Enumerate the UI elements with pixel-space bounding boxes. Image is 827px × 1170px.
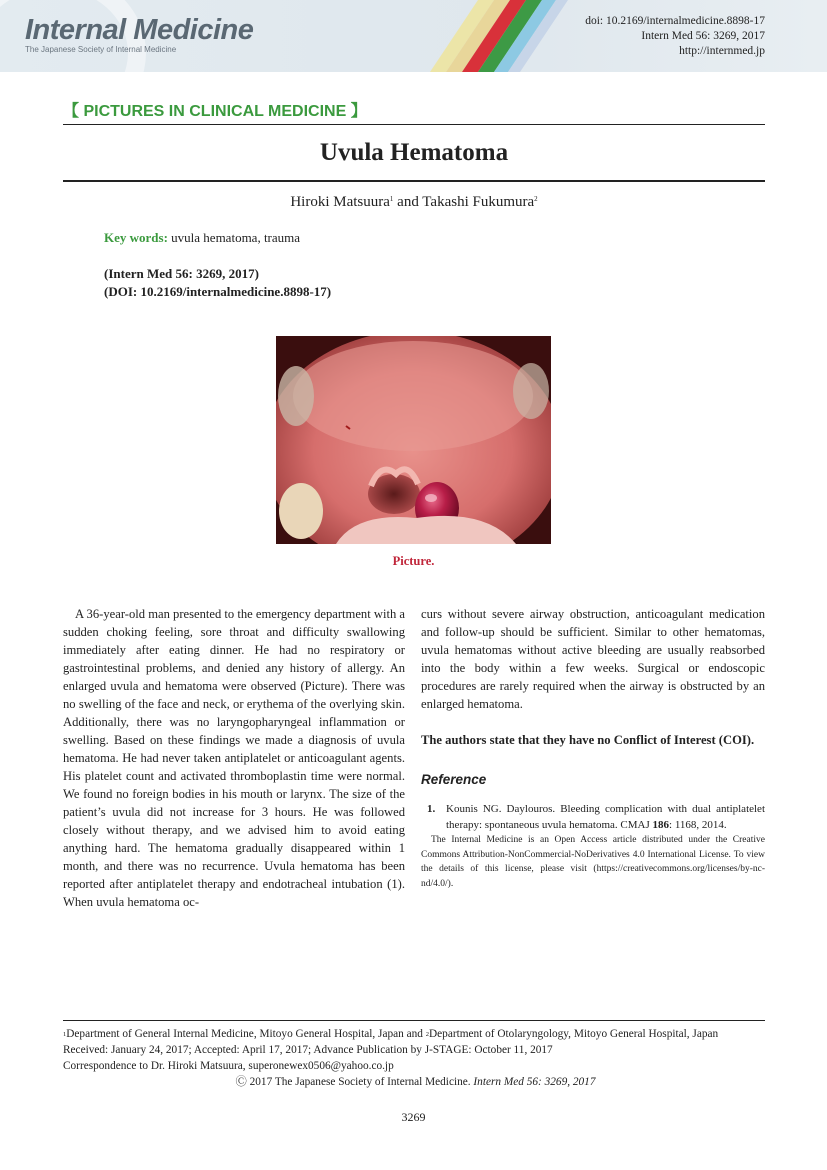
body-left-column — [63, 605, 405, 911]
author-name: Takashi Fukumura — [422, 194, 535, 210]
author-name: Hiroki Matsuura — [290, 194, 390, 210]
citation-line: Intern Med 56: 3269, 2017 — [641, 30, 765, 42]
received-dates: Received: January 24, 2017; Accepted: April 17, 2017; Advance Publication by J-STAGE: October 11, 2017 — [63, 1044, 553, 1056]
affiliation-1: Department of General Internal Medicine, Mitoyo General Hospital, Japan and — [66, 1028, 426, 1040]
reference-item — [421, 801, 765, 833]
affiliation-marker: 2 — [534, 195, 538, 203]
affiliation-marker: 1 — [63, 1031, 67, 1038]
journal-url[interactable]: http://internmed.jp — [679, 45, 765, 57]
header-stripes — [410, 0, 590, 72]
license-notice: The Internal Medicine is an Open Access article distributed under the Creative Commons Attribution-NonCommercial-NoDerivatives 4.0 International License. To view the details of this license, please visit (https://creativecommons.org/licenses/by-nc-nd/4.0/). — [421, 835, 765, 889]
keywords-label: Key words: — [104, 230, 168, 245]
page-number: 3269 — [401, 1110, 426, 1124]
title-bottom-rule — [63, 180, 765, 182]
correspondence: Correspondence to Dr. Hiroki Matsuura, superonewex0506@yahoo.co.jp — [63, 1060, 394, 1072]
reference-volume: 186 — [652, 819, 670, 831]
journal-logo: Internal Medicine — [25, 14, 254, 46]
keywords — [104, 230, 300, 246]
copyright-text: Ⓒ 2017 The Japanese Society of Internal Medicine. — [235, 1076, 474, 1088]
article-metadata — [585, 14, 765, 59]
uvula-photograph — [276, 336, 551, 544]
body-paragraph: A 36-year-old man presented to the emergency department with a sudden choking feeling, sore throat and difficulty swallowing immediately after eating dinner. He had no respiratory or gastrointestinal problems, and denied any history of allergy. An enlarged uvula and hematoma were observed (Picture). There was no swelling of the face and neck, or erythema of the overlying skin. Additionally, there was no laryngopharyngeal inflammation or swelling. Based on these findings we made a diagnosis of uvula hematoma. He had never taken antiplatelet or anticoagulant agents. His platelet count and activated thromboplastin time were normal. We found no foreign bodies in his mouth or larynx. The size of the patient’s uvula did not increase for 3 hours. He was followed closely without therapy, and we advised him to avoid eating anything hard. The hematoma gradually disappeared within 1 month, and there was no recurrence. Uvula hematoma has been reported after antiplatelet therapy and endotracheal intubation (1). When uvula hematoma oc- — [63, 607, 405, 909]
copyright-journal: Intern Med 56: 3269, 2017 — [473, 1076, 596, 1088]
copyright — [63, 1074, 768, 1090]
body-right-column — [421, 605, 765, 891]
body-paragraph: curs without severe airway obstruction, anticoagulant medication and follow-up should be sufficient. Similar to other hematomas, uvula hematomas without active bleeding are usually reabsorbed into the body within a few weeks. Surgical or endoscopic procedures are rarely required when the airway is obstructed by an enlarged hematoma. — [421, 607, 765, 711]
affiliation-2: Department of Otolaryngology, Mitoyo General Hospital, Japan — [429, 1028, 719, 1040]
section-label: 【 PICTURES IN CLINICAL MEDICINE 】 — [63, 103, 367, 120]
affiliation-marker: 2 — [425, 1031, 429, 1038]
citation-journal: (Intern Med 56: 3269, 2017) — [104, 266, 259, 281]
citation-doi: (DOI: 10.2169/internalmedicine.8898-17) — [104, 284, 332, 299]
citation-block — [104, 265, 331, 301]
author-conjunction: and — [393, 194, 423, 210]
journal-header — [0, 0, 827, 72]
title-top-rule — [63, 124, 765, 125]
affiliation-marker: 1 — [389, 195, 394, 203]
footer-rule — [63, 1020, 765, 1021]
journal-society: The Japanese Society of Internal Medicine — [25, 45, 177, 54]
reference-number: 1. — [427, 803, 436, 815]
reference-text-main: Kounis NG. Daylouros. Bleeding complication with dual antiplatelet therapy: spontaneous uvula hematoma. CMAJ — [446, 803, 765, 831]
footnotes — [63, 1026, 768, 1090]
coi-statement: The authors state that they have no Conflict of Interest (COI). — [421, 733, 755, 747]
keywords-text: uvula hematoma, trauma — [167, 230, 301, 245]
reference-heading: Reference — [421, 772, 487, 787]
article-title: Uvula Hematoma — [319, 139, 509, 166]
reference-text — [446, 801, 765, 833]
author-list — [63, 194, 765, 211]
reference-pages: : 1168, 2014. — [669, 819, 727, 831]
affiliations — [63, 1026, 768, 1042]
figure-caption: Picture. — [392, 554, 435, 568]
doi-line: doi: 10.2169/internalmedicine.8898-17 — [585, 15, 765, 27]
